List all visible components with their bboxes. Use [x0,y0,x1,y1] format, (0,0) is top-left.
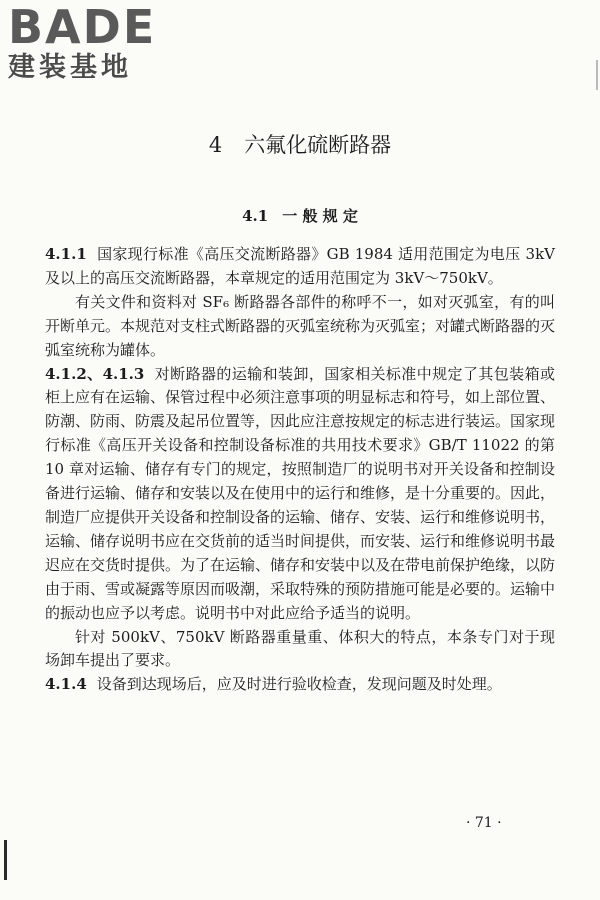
section-title: 一 般 规 定 [282,207,358,225]
clause-paragraph [45,673,555,697]
clause-text: 对断路器的运输和装卸，国家相关标准中规定了其包装箱或柜上应有在运输、保管过程中必须注意事项的明显标志和符号，如上部位置、防潮、防雨、防震及起吊位置等，因此应注意按规定的标志进行装运。国家现行标准《高压开关设备和控制设备标准的共用技术要求》GB/T 11022 的第 10 章对运输、储存有专门的规定，按照制造厂的说明书对开关设备和控制设备进行运输、储存和安装以及在使用中的运行和维修，是十分重要的。因此，制造厂应提供开关设备和控制设备的运输、储存、安装、运行和维修说明书，运输、储存说明书应在交货前的适当时间提供，而安装、运行和维修说明书最迟应在交货时提供。为了在运输、储存和安装中以及在带电前保护绝缘，以防由于雨、雪或凝露等原因而吸潮，采取特殊的预防措施可能是必要的。运输中的振动也应予以考虑。说明书中对此应给予适当的说明。 [45,364,556,622]
chapter-heading [0,130,600,160]
scan-edge-mark [596,60,598,90]
chapter-number: 4 [208,133,223,157]
scan-edge-mark [4,840,7,880]
chapter-title: 六氟化硫断路器 [244,133,392,157]
clause-number: 4.1.1 [45,245,87,263]
clause-paragraph [45,243,555,291]
body-text [45,243,555,697]
logo-mark: BADE [8,0,157,54]
explanation-paragraph: 有关文件和资料对 SF₆ 断路器各部件的称呼不一，如对灭弧室，有的叫开断单元。本规范对支柱式断路器的灭弧室统称为灭弧室；对罐式断路器的灭弧室统称为罐体。 [45,292,556,359]
clause-number: 4.1.4 [45,675,87,694]
section-heading [0,204,600,228]
watermark-logo [8,0,178,84]
clause-text: 国家现行标准《高压交流断路器》GB 1984 适用范围定为电压 3kV 及以上的高压交流断路器，本章规定的适用范围定为 3kV～750kV。 [45,245,555,287]
section-number: 4.1 [242,207,269,225]
explanation-paragraph: 针对 500kV、750kV 断路器重量重、体积大的特点，本条专门对于现场卸车提出了要求。 [45,627,555,670]
page-number: · 71 · [466,815,502,831]
clause-paragraph [45,363,555,626]
logo-subtitle: 建装基地 [8,52,132,83]
clause-number: 4.1.2、4.1.3 [45,364,145,383]
clause-text: 设备到达现场后，应及时进行验收检查，发现问题及时处理。 [96,675,502,694]
